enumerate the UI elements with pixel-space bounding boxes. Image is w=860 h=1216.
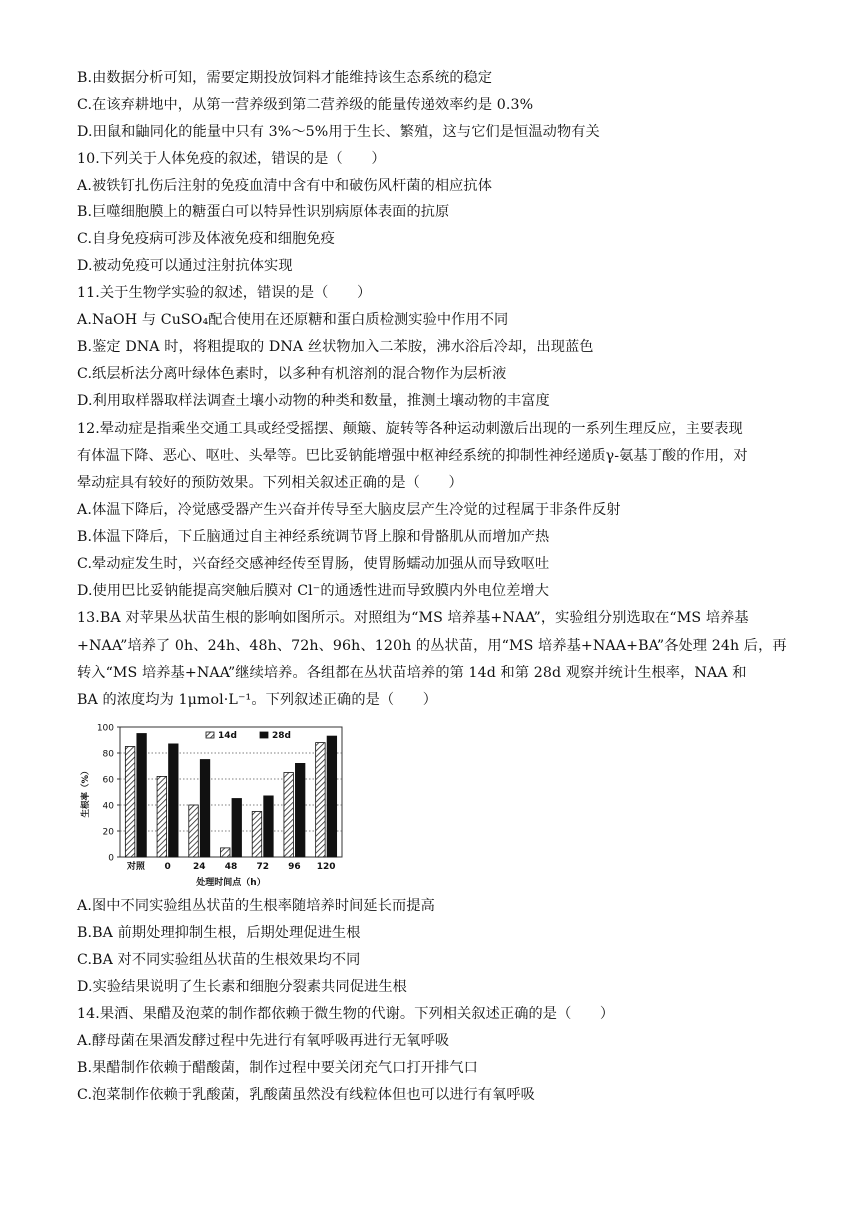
bar-28d	[264, 796, 274, 857]
text-line: D.实验结果说明了生长素和细胞分裂素共同促进生根	[77, 979, 407, 995]
x-tick-label: 48	[224, 862, 238, 872]
x-tick-label: 24	[193, 862, 206, 872]
legend-swatch-28d	[260, 732, 268, 738]
legend-swatch-14d	[206, 732, 214, 738]
bar-28d	[232, 799, 242, 858]
bar-chart-svg	[78, 717, 356, 889]
text-line: B.巨噬细胞膜上的糖蛋白可以特异性识别病原体表面的抗原	[77, 204, 450, 220]
text-line: B.鉴定 DNA 时，将粗提取的 DNA 丝状物加入二苯胺，沸水浴后冷却，出现蓝色	[77, 339, 594, 355]
bar-14d	[189, 805, 199, 857]
text-line: 转入“MS 培养基+NAA”继续培养。各组都在丛状苗培养的第 14d 和第 28d 观察并统计生根率，NAA 和	[77, 665, 747, 681]
text-line: D.被动免疫可以通过注射抗体实现	[77, 258, 293, 274]
text-line: 11.关于生物学实验的叙述，错误的是（ ）	[77, 285, 372, 301]
x-tick-label: 120	[316, 862, 336, 872]
bar-28d	[169, 744, 179, 857]
y-tick-label: 20	[102, 827, 114, 838]
text-line: B.BA 前期处理抑制生根，后期处理促进生根	[77, 925, 361, 941]
y-tick-label: 100	[96, 723, 114, 734]
bar-14d	[221, 848, 231, 857]
text-line: B.由数据分析可知，需要定期投放饲料才能维持该生态系统的稳定	[77, 70, 493, 86]
text-line: D.田鼠和鼬同化的能量中只有 3%～5%用于生长、繁殖，这与它们是恒温动物有关	[77, 124, 600, 140]
plot-frame	[120, 727, 342, 857]
x-tick-label: 0	[164, 862, 171, 872]
text-line: A.体温下降后，冷觉感受器产生兴奋并传导至大脑皮层产生冷觉的过程属于非条件反射	[77, 502, 621, 518]
text-line: B.果醋制作依赖于醋酸菌，制作过程中要关闭充气口打开排气口	[77, 1060, 478, 1076]
text-line: 14.果酒、果醋及泡菜的制作都依赖于微生物的代谢。下列相关叙述正确的是（ ）	[77, 1006, 615, 1022]
text-line: C.自身免疫病可涉及体液免疫和细胞免疫	[77, 231, 335, 247]
rooting-rate-chart	[78, 717, 356, 889]
text-line: B.体温下降后，下丘脑通过自主神经系统调节肾上腺和骨骼肌从而增加产热	[77, 529, 550, 545]
bar-28d	[137, 734, 147, 858]
x-tick-label: 72	[256, 862, 269, 872]
bar-14d	[252, 812, 262, 858]
y-tick-label: 40	[102, 801, 114, 812]
y-tick-label: 80	[102, 749, 114, 760]
legend-label: 28d	[272, 731, 291, 741]
x-tick-label: 对照	[126, 862, 145, 872]
text-line: C.晕动症发生时，兴奋经交感神经传至胃肠，使胃肠蠕动加强从而导致呕吐	[77, 556, 550, 572]
text-line: D.使用巴比妥钠能提高突触后膜对 Cl⁻的通透性进而导致膜内外电位差增大	[77, 583, 549, 599]
text-line: C.纸层析法分离叶绿体色素时，以多种有机溶剂的混合物作为层析液	[77, 366, 507, 382]
text-line: A.图中不同实验组丛状苗的生根率随培养时间延长而提高	[77, 898, 435, 914]
text-line: A.酵母菌在果酒发酵过程中先进行有氧呼吸再进行无氧呼吸	[77, 1033, 450, 1049]
y-tick-label: 0	[108, 853, 114, 864]
bar-14d	[157, 776, 167, 857]
bar-14d	[316, 743, 326, 857]
bar-14d	[125, 747, 135, 858]
text-line: 有体温下降、恶心、呕吐、头晕等。巴比妥钠能增强中枢神经系统的抑制性神经递质γ-氨基丁酸的作用，对	[77, 448, 748, 464]
y-tick-label: 60	[102, 775, 114, 786]
text-line: 13.BA 对苹果丛状苗生根的影响如图所示。对照组为“MS 培养基+NAA”，实验组分别选取在“MS 培养基	[77, 610, 749, 626]
text-line: 10.下列关于人体免疫的叙述，错误的是（ ）	[77, 151, 386, 167]
text-line: D.利用取样器取样法调查土壤小动物的种类和数量，推测土壤动物的丰富度	[77, 393, 550, 409]
x-axis-label: 处理时间点（h）	[196, 878, 266, 888]
y-axis-label: 生根率（%）	[81, 766, 91, 818]
text-line: C.在该弃耕地中，从第一营养级到第二营养级的能量传递效率约是 0.3%	[77, 97, 534, 113]
text-line: 晕动症具有较好的预防效果。下列相关叙述正确的是（ ）	[77, 475, 463, 491]
text-line: C.BA 对不同实验组丛状苗的生根效果均不同	[77, 952, 361, 968]
text-line: 12.晕动症是指乘坐交通工具或经受摇摆、颠簸、旋转等各种运动刺激后出现的一系列生理反应，主要表现	[77, 421, 743, 437]
legend-label: 14d	[218, 731, 237, 741]
text-line: C.泡菜制作依赖于乳酸菌，乳酸菌虽然没有线粒体但也可以进行有氧呼吸	[77, 1087, 535, 1103]
bar-28d	[200, 760, 210, 858]
bar-28d	[327, 736, 337, 857]
text-line: A.被铁钉扎伤后注射的免疫血清中含有中和破伤风杆菌的相应抗体	[77, 178, 493, 194]
bar-14d	[284, 773, 294, 858]
text-line: BA 的浓度均为 1μmol·L⁻¹。下列叙述正确的是（ ）	[77, 692, 438, 708]
x-tick-label: 96	[288, 862, 301, 872]
text-line: +NAA”培养了 0h、24h、48h、72h、96h、120h 的丛状苗，用“MS 培养基+NAA+BA”各处理 24h 后，再	[77, 638, 787, 654]
bar-28d	[295, 763, 305, 857]
text-line: A.NaOH 与 CuSO₄配合使用在还原糖和蛋白质检测实验中作用不同	[77, 312, 509, 328]
